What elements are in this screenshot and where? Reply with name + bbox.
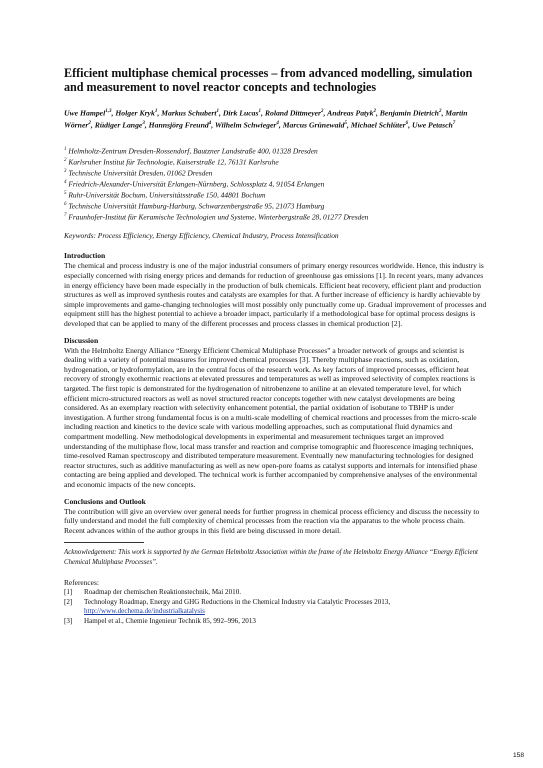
affiliation-item <box>64 156 487 167</box>
author-affiliation-mark: 6 <box>405 120 409 126</box>
references-heading: References: <box>64 577 99 587</box>
author-affiliation-mark: 4 <box>208 120 212 126</box>
author-separator: , <box>441 108 446 118</box>
author-affiliation-mark: 2 <box>438 109 442 114</box>
author-name: Michael Schlüter <box>350 120 406 130</box>
conclusions-section <box>64 497 487 536</box>
author-separator: , <box>375 108 380 118</box>
paper-page <box>64 66 487 626</box>
reference-list <box>64 588 487 626</box>
author-name: Benjamin Dietrich <box>379 108 439 118</box>
author-affiliation-mark: 2 <box>373 109 376 114</box>
introduction-heading: Introduction <box>64 251 106 261</box>
paper-title: Efficient multiphase chemical processes – from advanced modelling, simulation and measurement to novel reactor concepts and technologies <box>64 66 473 94</box>
author-name: Andreas Patyk <box>327 108 374 118</box>
discussion-text: With the Helmholtz Energy Alliance “Energy Efficient Chemical Multiphase Processes” a broader network of groups and scientist is dealing with a variety of potential measures for improved chemical processes [3]. Thereby multiphase reactions, such as oxidation, hydrogenation, or hydroformylation, are in the central focus of the research work. As key factors of improved processes, efficient heat recovery of strongly exothermic reactions at elevated pressures and temperatures as well as improved selectivity of complex reactions is targeted. The first topic is demonstrated for the hydrogenation of nitrobenzene to aniline at an elevated temperature level, for which efficient micro-structured reactors as well as novel structured reactor concepts together with new catalyst developments are being considered. As an exemplary reaction with selectivity enhancement potential, the partial oxidation of isobutane to TBHP is under investigation. A further strong fundamental focus is on a multi-scale modelling of chemical reactions and processes from the micro-scale including reaction and kinetics to the device scale with various modelling approaches, such as computational fluid dynamics and compartment modelling. New methodological developments in experimental and measurement techniques target an improved understanding of the multiphase flow, local mass transfer and reaction and comprise tomographic and fluorescence imaging techniques, time-resolved Raman spectroscopy and distributed temperature measurement. Eventually new manufacturing technologies for designed reactor structures, such as additive manufacturing as well as new open-pore foams as catalyst supports and internals for intensified phase contacting are being applied and developed. The technical work is further accompanied by comprehensive analyses of the environmental and economic impacts of the new concepts. <box>64 345 478 489</box>
author-list <box>64 107 487 131</box>
affiliation-item <box>64 189 487 200</box>
reference-body <box>84 617 256 627</box>
reference-text: Roadmap der chemischen Reaktionstechnik, Mai 2010. <box>84 587 242 596</box>
keywords: Keywords: Process Efficiency, Energy Efficiency, Chemical Industry, Process Intensification <box>64 231 339 241</box>
reference-item <box>64 617 487 627</box>
introduction-text: The chemical and process industry is one of the major industrial consumers of primary energy resources worldwide. Hence, this industry is especially concerned with rising energy prices and demands for reduction of greenhouse gas emissions [1]. In recent years, many advances in energy efficiency have been made especially in the production of bulk chemicals. Efficient heat recovery, efficient plant and production structures as well as improved synthesis routes and catalysts are examples for that. A further increase of efficiency is hardly achievable by simple improvements and game-changing technologies will most possibly only punctually come up. Gradual improvement of processes and equipment still has the highest potential to achieve a broader impact, particularly if a methodological base for optimal process designs is developed that can be applied to many of the different processes and process classes in chemical production [2]. <box>64 261 487 329</box>
references-section <box>64 578 487 626</box>
author-affiliation-mark: 2 <box>88 120 91 126</box>
author-affiliation-mark: 5 <box>344 120 347 126</box>
acknowledgement: Acknowledgement: This work is supported by the German Helmholtz Association within the frame of the Helmholtz Energy Alliance “Energy Efficient Chemical Multiphase Processes”. <box>64 549 478 566</box>
affiliation-number: 3 <box>64 169 67 175</box>
author-separator: , <box>323 108 328 118</box>
conclusions-text: The contribution will give an overview over general needs for further progress in chemical process efficiency and discuss the necessity to fully understand and model the full complexity of chemical processes from the reaction via the apparatus to the whole process chain. Recent advances within of the author groups in this field are being discussed in more detail. <box>64 506 480 535</box>
conclusions-heading: Conclusions and Outlook <box>64 496 146 506</box>
reference-number: [3] <box>64 616 73 625</box>
affiliation-item <box>64 211 487 222</box>
reference-item <box>64 598 487 617</box>
reference-item <box>64 588 487 598</box>
affiliation-text: Friedrich-Alexander-Universität Erlangen-Nürnberg, Schlossplatz 4, 91054 Erlangen <box>66 179 325 189</box>
author-name: Wilhelm Schwieger <box>214 120 277 130</box>
author-name: Martin Wörner <box>64 108 468 130</box>
reference-body <box>84 588 241 598</box>
author-name: Marcus Grünewald <box>282 120 345 130</box>
author-separator: , <box>211 120 215 130</box>
author-separator: , <box>157 108 162 118</box>
affiliation-item <box>64 178 487 189</box>
author-name: Uwe Hampel <box>64 108 106 118</box>
affiliation-number: 4 <box>64 180 67 186</box>
author-separator: , <box>261 108 265 118</box>
affiliation-text: Technische Universität Dresden, 01062 Dresden <box>66 168 213 178</box>
affiliation-number: 5 <box>64 191 67 197</box>
author-separator: , <box>278 120 283 130</box>
affiliation-number: 2 <box>64 158 67 164</box>
affiliation-item <box>64 167 487 178</box>
author-separator: , <box>219 108 223 118</box>
affiliation-text: Ruhr-Universität Bochum, Universitätsstraße 150, 44801 Bochum <box>66 190 266 200</box>
affiliation-text: Technische Universität Hamburg-Harburg, Schwarzenbergstraße 95, 21073 Hamburg <box>66 201 325 211</box>
reference-text: Technology Roadmap, Energy and GHG Reductions in the Chemical Industry via Catalytic Processes 2013, <box>84 597 391 606</box>
reference-number: [1] <box>64 587 73 596</box>
author-affiliation-mark: 2 <box>321 109 324 114</box>
discussion-heading: Discussion <box>64 335 99 345</box>
author-affiliation-mark: 1 <box>258 109 262 114</box>
author-name: Holger Kryk <box>115 108 155 118</box>
author-affiliation-mark: 3 <box>142 120 145 126</box>
author-separator: , <box>346 120 351 130</box>
affiliation-list <box>64 145 487 223</box>
author-separator: , <box>144 120 149 130</box>
author-separator: , <box>111 108 116 118</box>
affiliation-number: 1 <box>64 146 67 152</box>
author-separator: , <box>408 120 413 130</box>
author-affiliation-mark: 4 <box>276 120 279 126</box>
author-affiliation-mark: 1,3 <box>105 109 112 114</box>
affiliation-text: Helmholtz-Zentrum Dresden-Rossendorf, Bautzner Landstraße 400, 01328 Dresden <box>66 146 318 156</box>
author-affiliation-mark: 1 <box>216 109 219 114</box>
affiliation-number: 7 <box>64 213 67 219</box>
reference-text: Hampel et al., Chemie Ingenieur Technik 85, 992–996, 2013 <box>84 616 256 625</box>
reference-body <box>84 598 390 617</box>
affiliation-item <box>64 145 487 156</box>
author-name: Markus Schubert <box>161 108 217 118</box>
affiliation-text: Karlsruher Institut für Technologie, Kaiserstraße 12, 76131 Karlsruhe <box>66 157 279 167</box>
author-affiliation-mark: 1 <box>154 109 158 114</box>
discussion-section <box>64 336 487 490</box>
author-affiliation-mark: 7 <box>452 120 456 126</box>
author-name: Uwe Petasch <box>412 120 453 130</box>
author-name: Rüdiger Lange <box>94 120 143 130</box>
affiliation-number: 6 <box>64 202 67 208</box>
author-separator: , <box>90 120 95 130</box>
page-number: 158 <box>512 752 524 759</box>
author-name: Dirk Lucas <box>222 108 259 118</box>
author-name: Hannsjörg Freund <box>148 120 209 130</box>
affiliation-text: Fraunhofer-Institut für Keramische Technologien und Systeme, Winterbergstraße 28, 01277 Dresden <box>66 212 369 222</box>
reference-link[interactable]: http://www.dechema.de/industrialkatalysis <box>84 607 205 616</box>
divider <box>64 542 144 543</box>
author-name: Roland Dittmeyer <box>264 108 322 118</box>
introduction-section <box>64 251 487 328</box>
affiliation-item <box>64 200 487 211</box>
reference-number: [2] <box>64 597 73 606</box>
